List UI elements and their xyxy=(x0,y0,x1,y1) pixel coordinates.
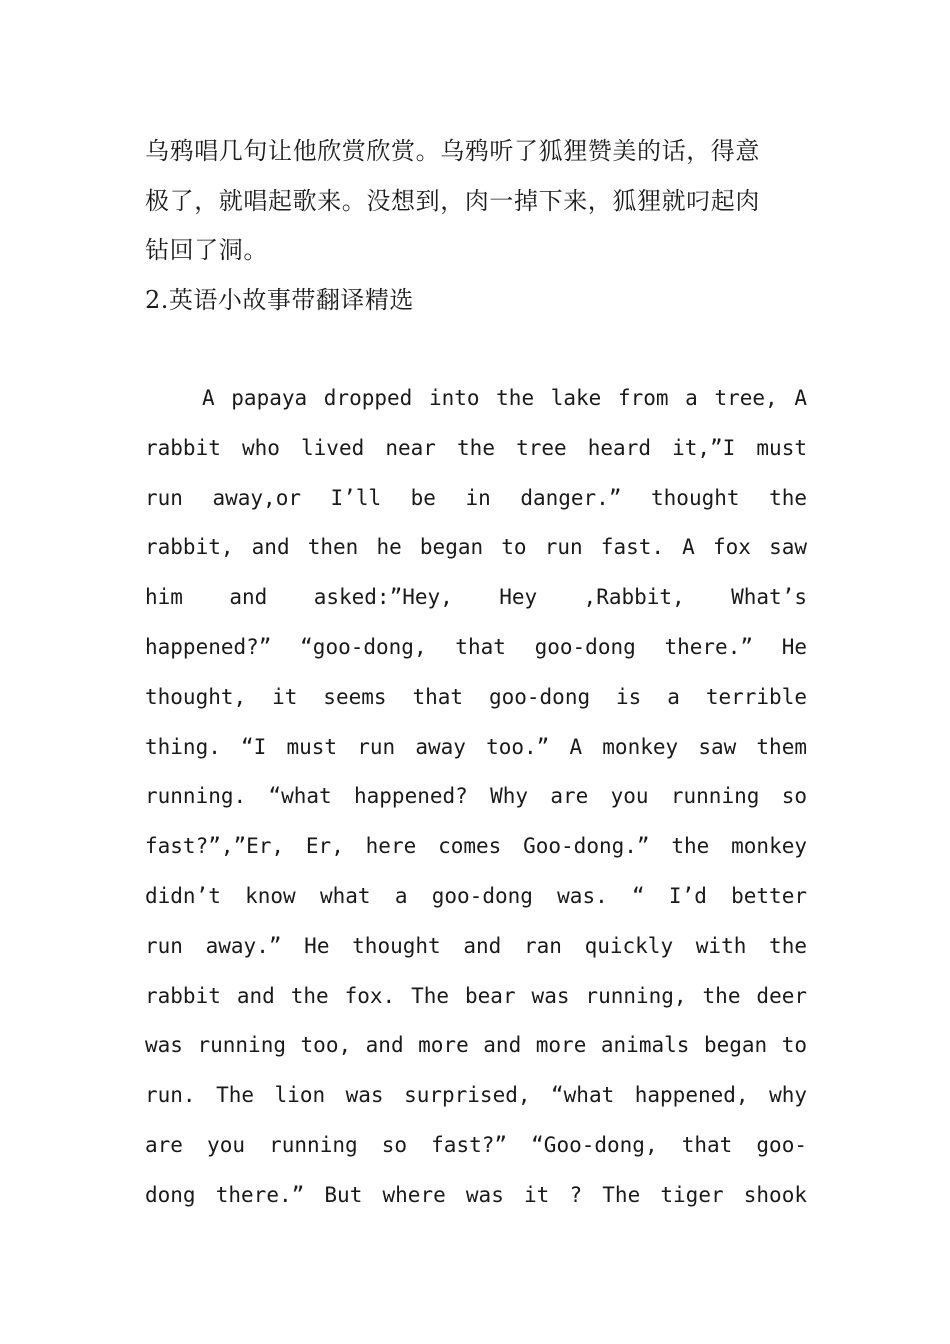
text-line: run. The lion was surprised, “what happened, why xyxy=(145,1083,807,1108)
text-line: running. “what happened? Why are you running so xyxy=(145,784,807,809)
text-line: didn’t know what a goo-dong was. “ I’d better xyxy=(145,883,807,908)
section-heading: 2.英语小故事带翻译精选 xyxy=(145,286,414,314)
text-line: thought, it seems that goo-dong is a terrible xyxy=(145,684,807,709)
text-line: was running too, and more and more animals began to xyxy=(145,1033,807,1058)
text-line: thing. “I must run away too.” A monkey saw them xyxy=(145,734,807,759)
text-line: him and asked:”Hey, Hey ,Rabbit, What’s xyxy=(145,585,807,610)
text-line: A papaya dropped into the lake from a tree, A xyxy=(202,386,807,410)
text-line: 钻回了洞。 xyxy=(145,236,268,264)
text-line: dong there.” But where was it ? The tiger shook xyxy=(145,1182,807,1207)
text-line: 乌鸦唱几句让他欣赏欣赏。乌鸦听了狐狸赞美的话，得意 xyxy=(145,137,760,165)
text-line: are you running so fast?” “Goo-dong, that goo- xyxy=(145,1132,807,1157)
text-line: fast?”,”Er, Er, here comes Goo-dong.” the monkey xyxy=(145,834,807,859)
text-line: run away,or I’ll be in danger.” thought the xyxy=(145,485,807,510)
text-line: run away.” He thought and ran quickly with the xyxy=(145,933,807,958)
text-line: 极了，就唱起歌来。没想到，肉一掉下来，狐狸就叼起肉 xyxy=(145,186,760,215)
text-line: happened?” “goo-dong, that goo-dong there.” He xyxy=(145,634,807,659)
text-line: rabbit and the fox. The bear was running, the deer xyxy=(145,983,807,1008)
text-line: rabbit, and then he began to run fast. A fox saw xyxy=(145,535,807,560)
chinese-story-paragraph xyxy=(145,127,807,276)
english-story-paragraph xyxy=(145,374,807,1221)
text-line: rabbit who lived near the tree heard it,”I must xyxy=(145,435,807,460)
